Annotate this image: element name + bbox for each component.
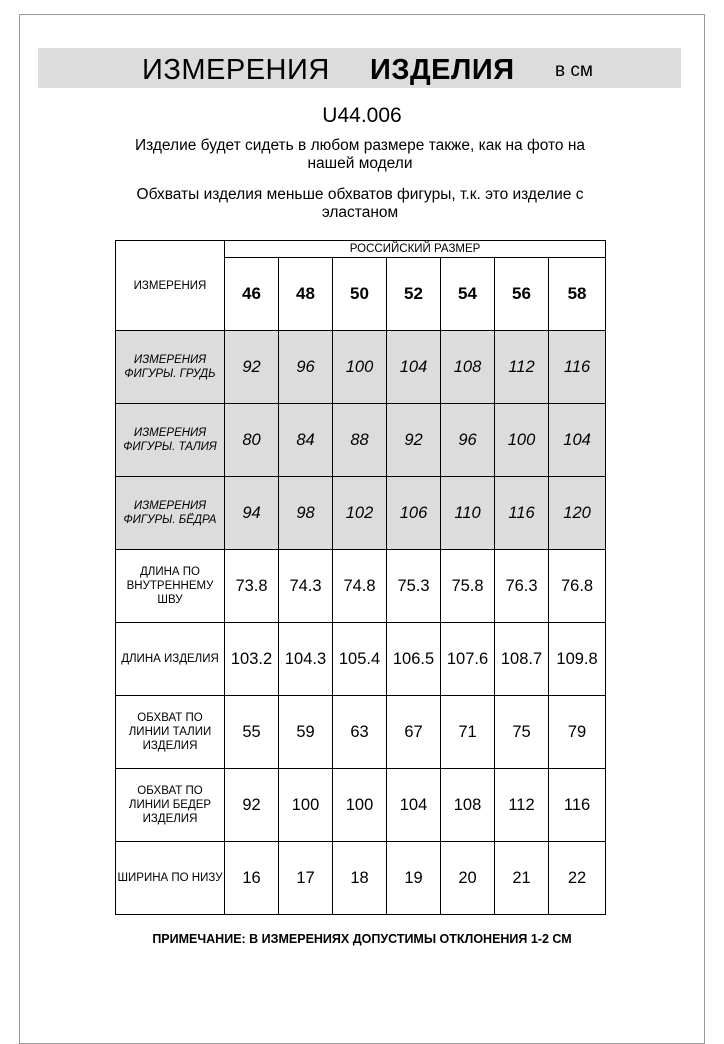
value-cell: 116 xyxy=(495,477,549,550)
table-row xyxy=(116,769,606,842)
table-row xyxy=(116,477,606,550)
value-cell: 19 xyxy=(387,842,441,915)
value-cell: 22 xyxy=(549,842,606,915)
value-cell: 103.2 xyxy=(225,623,279,696)
row-label: ОБХВАТ ПО ЛИНИИ ТАЛИИ ИЗДЕЛИЯ xyxy=(116,696,225,769)
value-cell: 84 xyxy=(279,404,333,477)
elastane-note: Обхваты изделия меньше обхватов фигуры, т.к. это изделие с эластаном xyxy=(136,186,584,221)
size-header: 46 xyxy=(225,258,279,331)
table-group-header-row xyxy=(116,241,606,258)
size-header: 58 xyxy=(549,258,606,331)
row-label: ШИРИНА ПО НИЗУ xyxy=(116,842,225,915)
value-cell: 104.3 xyxy=(279,623,333,696)
value-cell: 108.7 xyxy=(495,623,549,696)
size-header: 52 xyxy=(387,258,441,331)
group-header: РОССИЙСКИЙ РАЗМЕР xyxy=(225,241,606,258)
value-cell: 106.5 xyxy=(387,623,441,696)
value-cell: 98 xyxy=(279,477,333,550)
value-cell: 79 xyxy=(549,696,606,769)
value-cell: 76.8 xyxy=(549,550,606,623)
value-cell: 106 xyxy=(387,477,441,550)
value-cell: 88 xyxy=(333,404,387,477)
value-cell: 100 xyxy=(279,769,333,842)
row-label: ИЗМЕРЕНИЯ ФИГУРЫ. ТАЛИЯ xyxy=(116,404,225,477)
value-cell: 74.8 xyxy=(333,550,387,623)
value-cell: 20 xyxy=(441,842,495,915)
fit-note: Изделие будет сидеть в любом размере также, как на фото на нашей модели xyxy=(134,137,586,172)
value-cell: 116 xyxy=(549,769,606,842)
value-cell: 75 xyxy=(495,696,549,769)
value-cell: 92 xyxy=(225,331,279,404)
value-cell: 112 xyxy=(495,331,549,404)
value-cell: 92 xyxy=(387,404,441,477)
value-cell: 96 xyxy=(441,404,495,477)
value-cell: 80 xyxy=(225,404,279,477)
row-label: ИЗМЕРЕНИЯ ФИГУРЫ. ГРУДЬ xyxy=(116,331,225,404)
value-cell: 63 xyxy=(333,696,387,769)
table-row xyxy=(116,404,606,477)
table-row xyxy=(116,696,606,769)
value-cell: 102 xyxy=(333,477,387,550)
row-label: ИЗМЕРЕНИЯ ФИГУРЫ. БЁДРА xyxy=(116,477,225,550)
value-cell: 75.8 xyxy=(441,550,495,623)
value-cell: 55 xyxy=(225,696,279,769)
value-cell: 112 xyxy=(495,769,549,842)
value-cell: 67 xyxy=(387,696,441,769)
tolerance-note: ПРИМЕЧАНИЕ: В ИЗМЕРЕНИЯХ ДОПУСТИМЫ ОТКЛОНЕНИЯ 1-2 СМ xyxy=(152,932,572,946)
value-cell: 108 xyxy=(441,331,495,404)
value-cell: 100 xyxy=(333,331,387,404)
value-cell: 105.4 xyxy=(333,623,387,696)
value-cell: 104 xyxy=(549,404,606,477)
table-row xyxy=(116,842,606,915)
value-cell: 18 xyxy=(333,842,387,915)
article-number: U44.006 xyxy=(322,104,402,127)
row-label: ДЛИНА ПО ВНУТРЕННЕМУ ШВУ xyxy=(116,550,225,623)
value-cell: 120 xyxy=(549,477,606,550)
value-cell: 74.3 xyxy=(279,550,333,623)
title-bold: ИЗДЕЛИЯ xyxy=(370,54,515,86)
value-cell: 110 xyxy=(441,477,495,550)
value-cell: 76.3 xyxy=(495,550,549,623)
value-cell: 71 xyxy=(441,696,495,769)
value-cell: 100 xyxy=(333,769,387,842)
corner-label: ИЗМЕРЕНИЯ xyxy=(116,241,225,331)
value-cell: 17 xyxy=(279,842,333,915)
size-header: 48 xyxy=(279,258,333,331)
value-cell: 92 xyxy=(225,769,279,842)
table-row xyxy=(116,623,606,696)
size-table xyxy=(115,240,606,915)
value-cell: 109.8 xyxy=(549,623,606,696)
size-header: 56 xyxy=(495,258,549,331)
value-cell: 73.8 xyxy=(225,550,279,623)
title-main: ИЗМЕРЕНИЯ xyxy=(142,54,330,86)
value-cell: 96 xyxy=(279,331,333,404)
value-cell: 21 xyxy=(495,842,549,915)
table-row xyxy=(116,550,606,623)
table-row xyxy=(116,331,606,404)
value-cell: 100 xyxy=(495,404,549,477)
value-cell: 16 xyxy=(225,842,279,915)
row-label: ОБХВАТ ПО ЛИНИИ БЕДЕР ИЗДЕЛИЯ xyxy=(116,769,225,842)
size-header: 54 xyxy=(441,258,495,331)
size-header: 50 xyxy=(333,258,387,331)
value-cell: 94 xyxy=(225,477,279,550)
value-cell: 108 xyxy=(441,769,495,842)
value-cell: 104 xyxy=(387,769,441,842)
value-cell: 75.3 xyxy=(387,550,441,623)
value-cell: 107.6 xyxy=(441,623,495,696)
row-label: ДЛИНА ИЗДЕЛИЯ xyxy=(116,623,225,696)
value-cell: 104 xyxy=(387,331,441,404)
value-cell: 116 xyxy=(549,331,606,404)
value-cell: 59 xyxy=(279,696,333,769)
title-unit: в см xyxy=(555,60,593,81)
